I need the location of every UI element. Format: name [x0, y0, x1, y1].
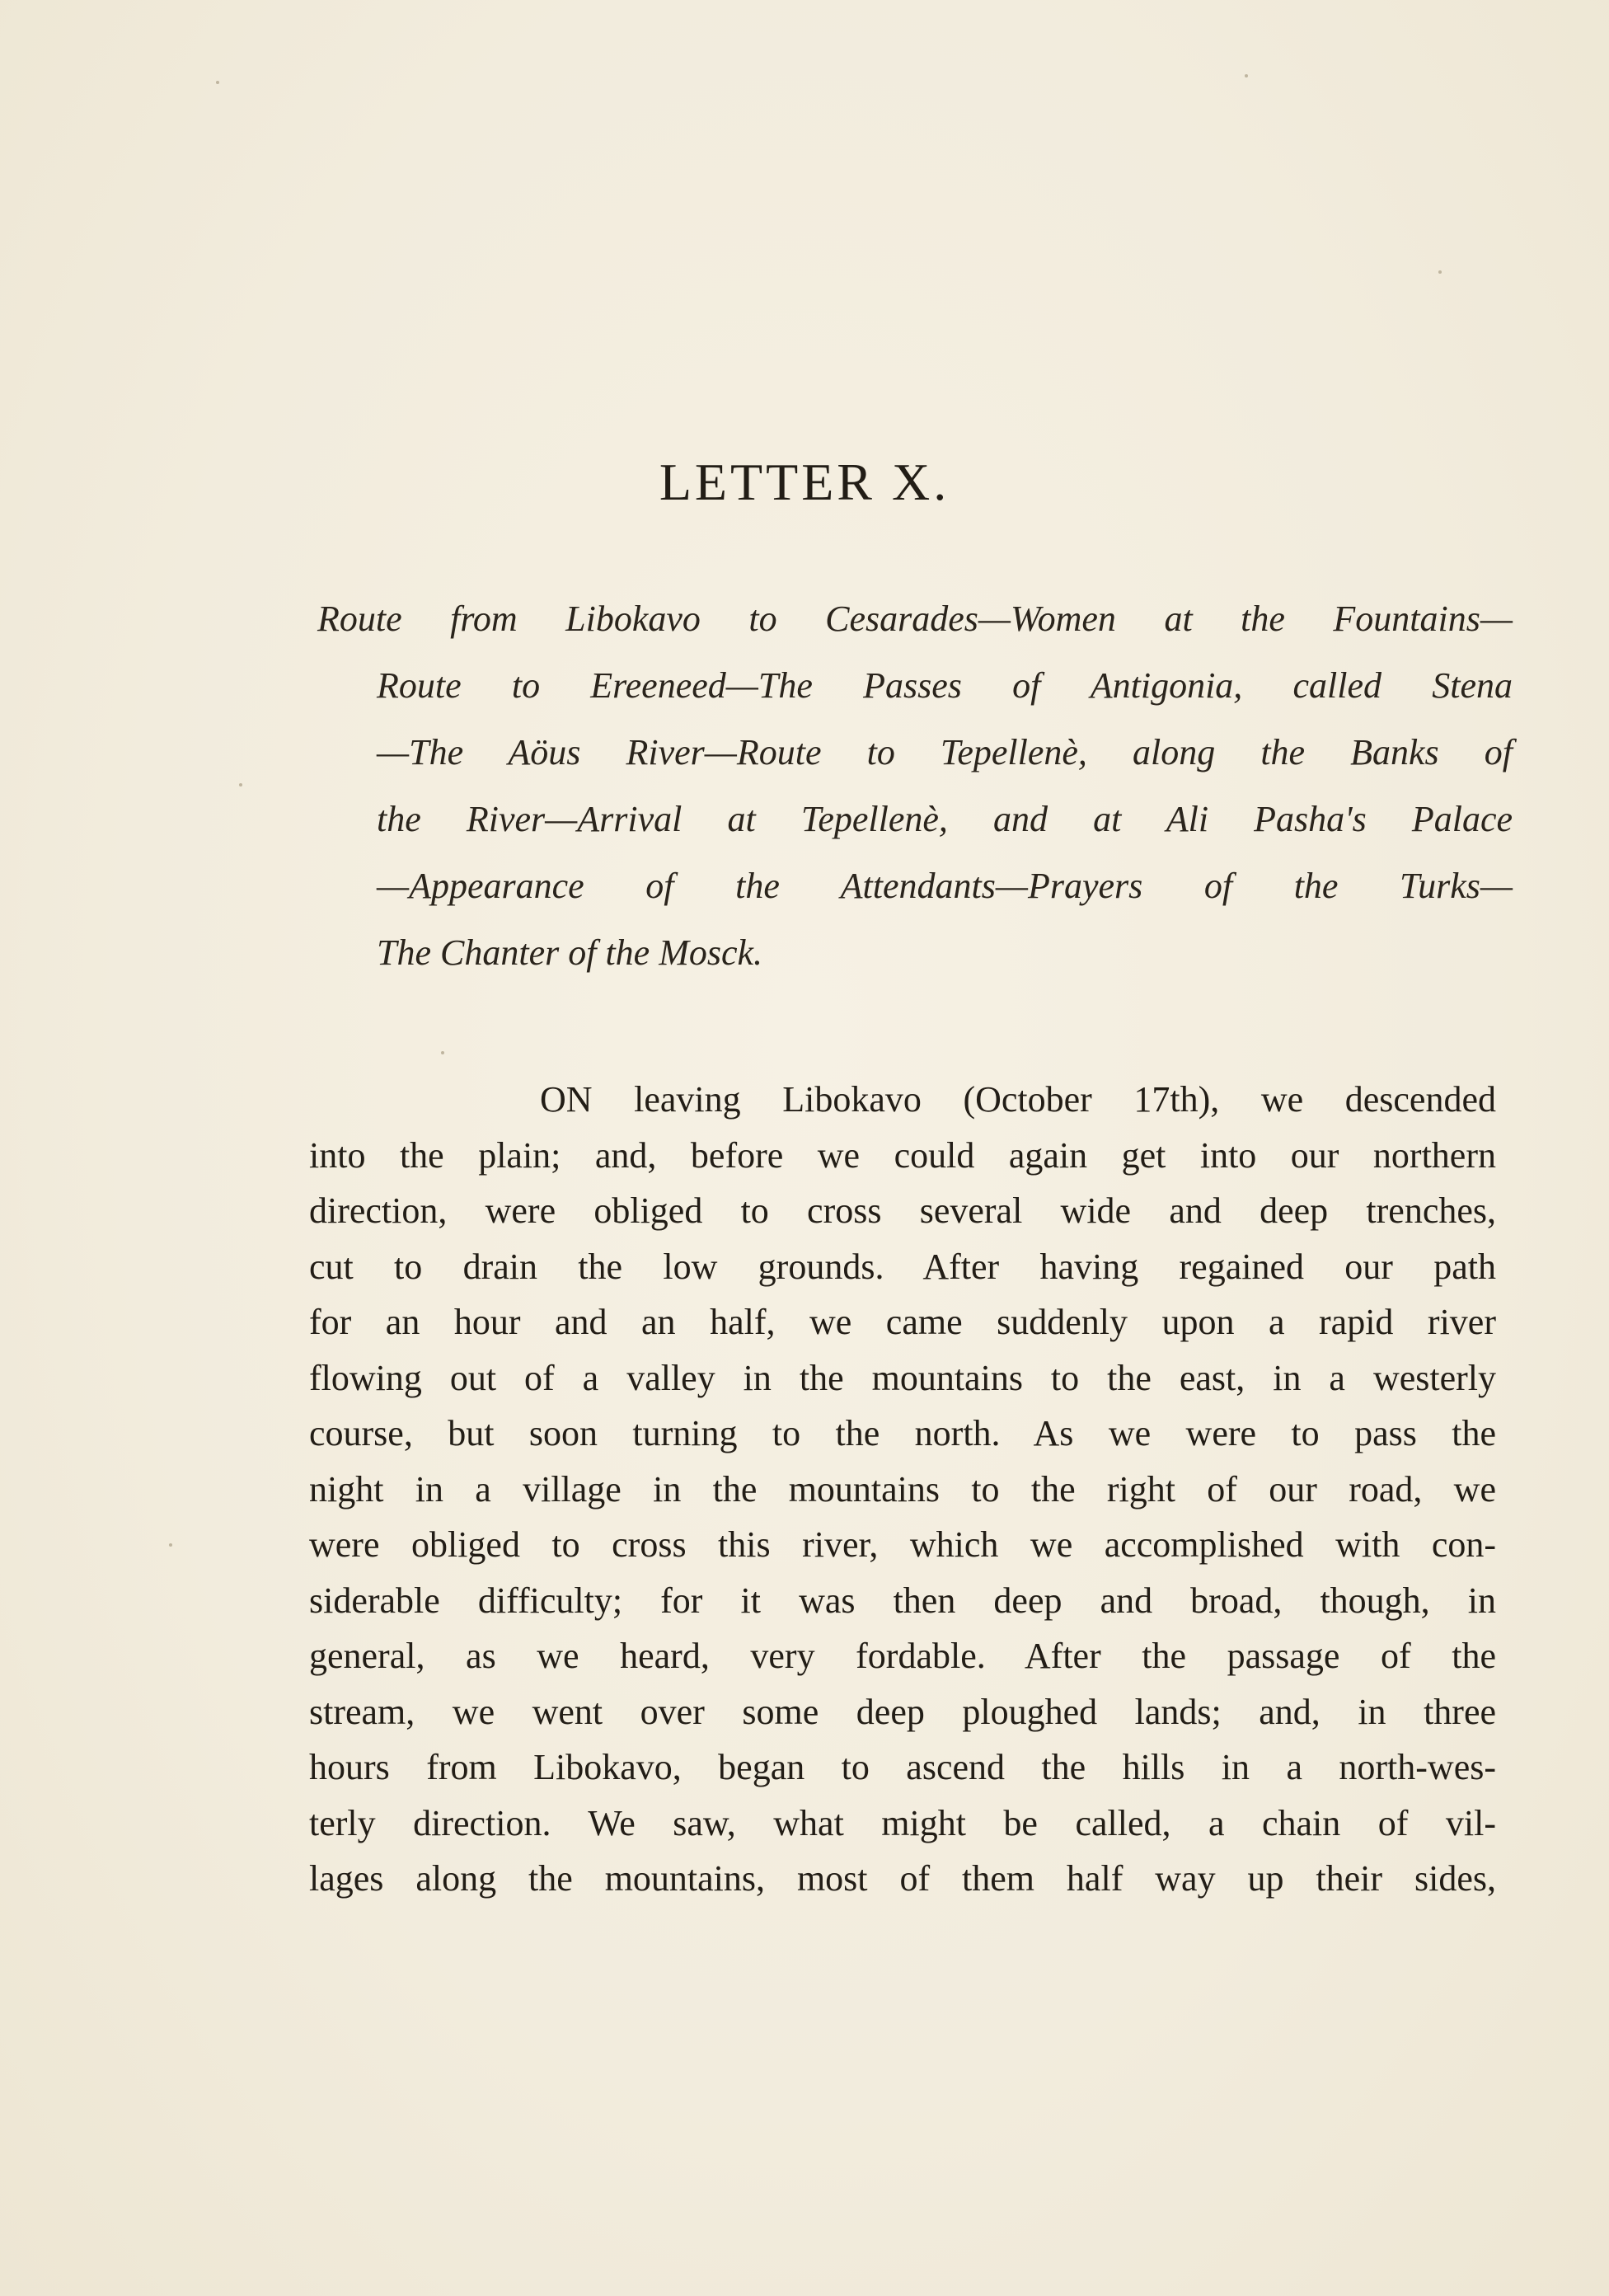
body-line: night in a village in the mountains to the right of our road, we — [309, 1468, 1496, 1510]
body-paragraph — [309, 1072, 1496, 1907]
summary-line: Route from Libokavo to Cesarades—Women at the Fountains— — [317, 599, 1513, 639]
body-line: hours from Libokavo, began to ascend the hills in a north-wes- — [309, 1747, 1496, 1787]
summary-line: the River—Arrival at Tepellenè, and at Ali Pasha's Palace — [377, 799, 1513, 839]
summary-line: The Chanter of the Mosck. — [377, 932, 763, 973]
body-line: stream, we went over some deep ploughed lands; and, in three — [309, 1691, 1496, 1732]
chapter-summary — [317, 585, 1513, 986]
body-line: siderable difficulty; for it was then deep and broad, though, in — [309, 1580, 1496, 1621]
summary-line: —Appearance of the Attendants—Prayers of the Turks— — [377, 866, 1513, 906]
summary-line: Route to Ereeneed—The Passes of Antigonia, called Stena — [377, 665, 1513, 706]
body-line: for an hour and an half, we came suddenly upon a rapid river — [309, 1302, 1496, 1342]
letter-title: LETTER X. — [659, 453, 950, 511]
body-line: flowing out of a valley in the mountains to the east, in a westerly — [309, 1357, 1496, 1398]
body-line: lages along the mountains, most of them half way up their sides, — [309, 1858, 1496, 1899]
body-line: general, as we heard, very fordable. After the passage of the — [309, 1636, 1496, 1676]
body-line: into the plain; and, before we could again get into our northern — [309, 1134, 1496, 1176]
body-line: terly direction. We saw, what might be called, a chain of vil- — [309, 1802, 1496, 1843]
body-line: course, but soon turning to the north. As we were to pass the — [309, 1413, 1496, 1453]
body-line: were obliged to cross this river, which we accomplished with con- — [309, 1524, 1496, 1565]
summary-line: —The Aöus River—Route to Tepellenè, along the Banks of — [377, 732, 1513, 772]
body-line: cut to drain the low grounds. After having regained our path — [309, 1246, 1496, 1287]
body-line: direction, were obliged to cross several wide and deep trenches, — [309, 1190, 1496, 1231]
body-line: ON leaving Libokavo (October 17th), we descended — [540, 1079, 1496, 1120]
